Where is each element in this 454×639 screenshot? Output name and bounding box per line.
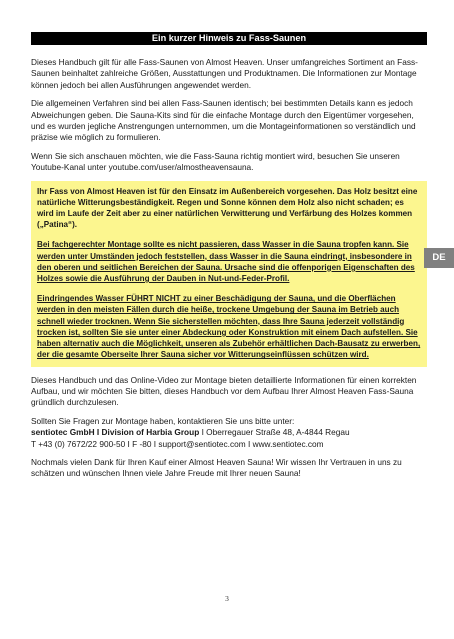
contact-line-1	[31, 427, 427, 438]
notice-spacer	[37, 230, 421, 239]
document-page	[31, 32, 427, 487]
notice-paragraph-1: Ihr Fass von Almost Heaven ist für den Einsatz im Außenbereich vorgesehen. Das Holz besitzt eine natürliche Witterungsbeständigkeit. Regen und Sonne können dem Holz also nicht schaden; es wird im Laufe der Zeit aber zu einer natürlichen Verwitterung und Verfärbung des Holzes kommen („Patina“).	[37, 186, 418, 230]
language-tab-de: DE	[424, 248, 454, 268]
intro-paragraph-3: Wenn Sie sich anschauen möchten, wie die Fass-Sauna richtig montiert wird, besuchen Sie unseren Youtube-Kanal unter youtube.com/user/almostheavensauna.	[31, 150, 400, 173]
intro-paragraph-1: Dieses Handbuch gilt für alle Fass-Saunen von Almost Heaven. Unser umfangreiches Sortiment an Fass-Saunen beinhaltet zahlreiche Größen, Ausstattungen und Produktnamen. Die Informationen zur Montage können jedoch bei allen Ausführungen angewendet werden.	[31, 57, 418, 90]
notice-paragraph-3: Eindringendes Wasser FÜHRT NICHT zu einer Beschädigung der Sauna, und die Oberflächen werden in den meisten Fällen durch die heiße, trockene Umgebung der Sauna im Betrieb auch schnell wieder trocknen. Wenn Sie sicherstellen möchten, dass Ihre Sauna jederzeit vollständig trocken ist, sollten Sie sie unter einer Abdeckung oder Konstruktion mit einem Dach aufstellen. Sie haben alternativ auch die Möglichkeit, unseren als Zubehör erhältlichen Dach-Bausatz zu erwerben, der die gesamte Oberseite Ihrer Sauna sicher vor Witterungseinflüssen schützen wird.	[37, 294, 421, 360]
intro-paragraph-2: Die allgemeinen Verfahren sind bei allen Fass-Saunen identisch; bei bestimmten Details kann es jedoch Abweichungen geben. Die Sauna-Kits sind für die einfache Montage durch den Eigentümer vorgesehen, und es wurden jegliche Anstrengungen unternommen, um die Montageinformationen so verständlich und präzise wie möglich zu formulieren.	[31, 98, 416, 143]
section-title: Ein kurzer Hinweis zu Fass-Saunen	[31, 32, 427, 45]
outro-paragraph-1: Dieses Handbuch und das Online-Video zur Montage bieten detaillierte Informationen für einen korrekten Aufbau, und wir möchten Sie bitten, dieses Handbuch vor dem Aufbau Ihrer Almost Heaven Fass-Sauna gründlich durchzulesen.	[31, 374, 417, 408]
contact-intro: Sollten Sie Fragen zur Montage haben, kontaktieren Sie uns bitte unter:	[31, 415, 295, 426]
weather-notice-box	[31, 181, 427, 367]
closing-paragraph: Nochmals vielen Dank für Ihren Kauf einer Almost Heaven Sauna! Wir wissen Ihr Vertrauen in uns zu schätzen und wünschen Ihnen viele Jahre Freude mit Ihrer neuen Sauna!	[31, 456, 402, 479]
contact-line-2: T +43 (0) 7672/22 900-50 I F -80 I support@sentiotec.com I www.sentiotec.com	[31, 438, 324, 449]
page-number: 3	[225, 594, 229, 603]
notice-spacer	[37, 284, 421, 293]
notice-paragraph-2: Bei fachgerechter Montage sollte es nicht passieren, dass Wasser in die Sauna tropfen kann. Sie werden unter Umständen jedoch feststellen, dass Wasser in die Sauna eindringt, insbesondere in den oberen und seitlichen Bereichen der Sauna. Ursache sind die offenporigen Eigenschaften des Holzes sowie die Ausführung der Dauben in Nut-und-Feder-Profil.	[37, 240, 415, 284]
contact-company: sentiotec GmbH I Division of Harbia Group	[31, 427, 200, 438]
contact-address: I Oberregauer Straße 48, A-4844 Regau	[199, 427, 350, 438]
